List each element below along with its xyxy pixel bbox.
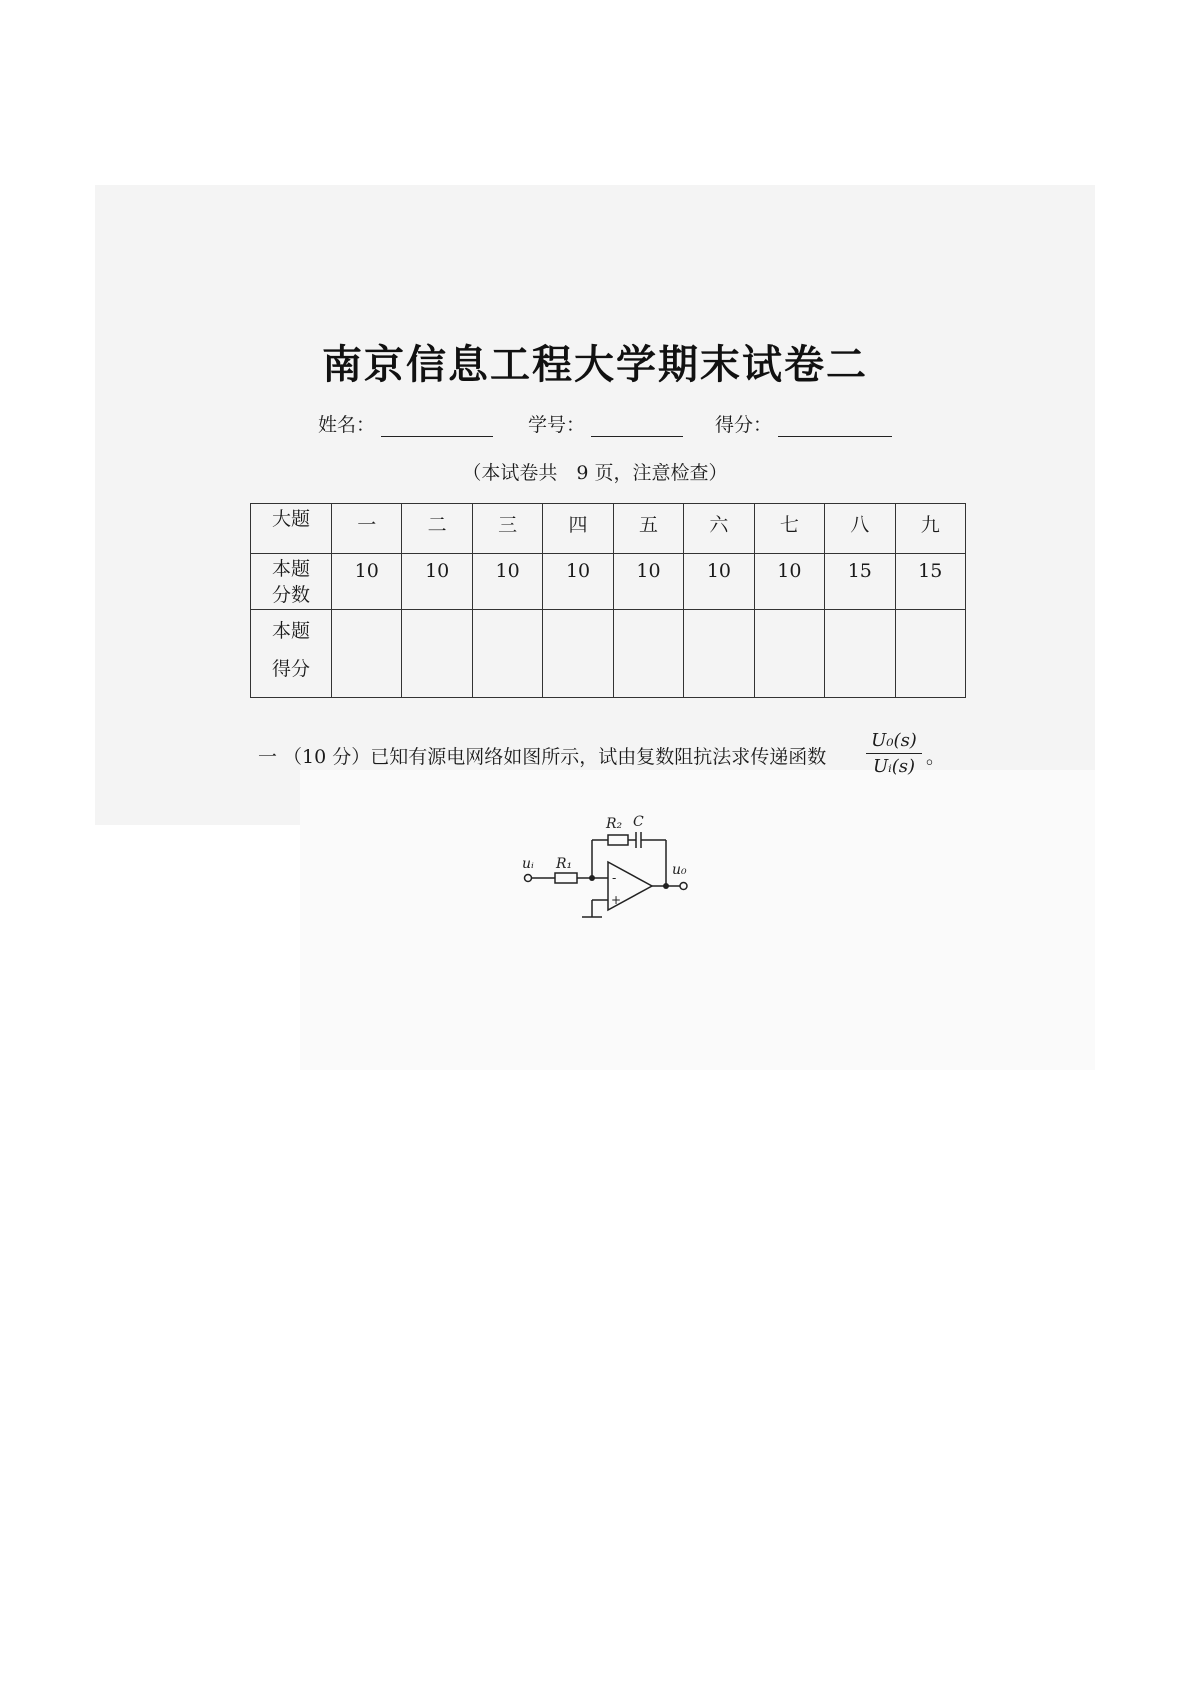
earned-label: [251, 610, 332, 698]
points-2: 10: [402, 554, 472, 610]
col-8: 八: [825, 504, 895, 554]
col-7: 七: [754, 504, 824, 554]
points-label-line2: 分数: [271, 584, 310, 606]
exam-title: 南京信息工程大学期末试卷二: [322, 342, 868, 388]
col-9: 九: [895, 504, 966, 554]
question-1-text: 一 （10 分）已知有源电网络如图所示，试由复数阻抗法求传递函数: [258, 746, 827, 768]
name-field: [318, 410, 493, 437]
points-4: 10: [543, 554, 613, 610]
student-id-blank: [591, 414, 683, 437]
earned-8[interactable]: [825, 610, 895, 698]
points-8: 15: [825, 554, 895, 610]
earned-9[interactable]: [895, 610, 966, 698]
points-7: 10: [754, 554, 824, 610]
student-id-label: 学号：: [528, 414, 586, 436]
col-6: 六: [684, 504, 754, 554]
col-4: 四: [543, 504, 613, 554]
points-3: 10: [472, 554, 542, 610]
earned-7[interactable]: [754, 610, 824, 698]
earned-5[interactable]: [613, 610, 683, 698]
earned-label-line2: 得分: [271, 658, 310, 680]
score-table: [250, 503, 966, 698]
label-minus: -: [612, 871, 617, 885]
earned-label-line1: 本题: [271, 620, 310, 642]
name-blank: [381, 414, 493, 437]
earned-6[interactable]: [684, 610, 754, 698]
points-5: 10: [613, 554, 683, 610]
points-9: 15: [895, 554, 966, 610]
score-table-points-row: [251, 554, 966, 610]
score-table-earned-row: [251, 610, 966, 698]
fraction-numerator: U₀(s): [866, 730, 922, 754]
label-plus: +: [611, 893, 622, 907]
col-2: 二: [402, 504, 472, 554]
junction-dot-output: [663, 883, 669, 889]
fraction-denominator: Uᵢ(s): [872, 756, 916, 777]
transfer-function-fraction: [866, 730, 922, 777]
label-r1: R₁: [556, 856, 573, 872]
col-3: 三: [472, 504, 542, 554]
junction-dot-input: [589, 875, 595, 881]
earned-2[interactable]: [402, 610, 472, 698]
output-terminal: [680, 883, 687, 890]
points-6: 10: [684, 554, 754, 610]
label-ui: uᵢ: [522, 856, 534, 872]
earned-3[interactable]: [472, 610, 542, 698]
name-label: 姓名：: [318, 414, 376, 436]
circuit-diagram: [520, 810, 720, 930]
col-1: 一: [332, 504, 402, 554]
header-label: 大题: [251, 504, 332, 554]
score-field: [715, 410, 892, 437]
page-note: （本试卷共 9 页，注意检查）: [462, 462, 728, 484]
r2-resistor: [608, 835, 628, 845]
earned-4[interactable]: [543, 610, 613, 698]
points-label: [251, 554, 332, 610]
r1-resistor: [555, 873, 577, 883]
label-uo: u₀: [672, 862, 687, 878]
points-label-line1: 本题: [271, 558, 310, 580]
score-blank: [778, 414, 892, 437]
label-r2: R₂: [606, 816, 623, 832]
label-c: C: [633, 814, 644, 830]
student-id-field: [528, 410, 683, 437]
score-label: 得分：: [715, 414, 773, 436]
score-table-header-row: [251, 504, 966, 554]
earned-1[interactable]: [332, 610, 402, 698]
col-5: 五: [613, 504, 683, 554]
input-terminal: [525, 875, 532, 882]
points-1: 10: [332, 554, 402, 610]
question-1-end: 。: [926, 746, 946, 768]
